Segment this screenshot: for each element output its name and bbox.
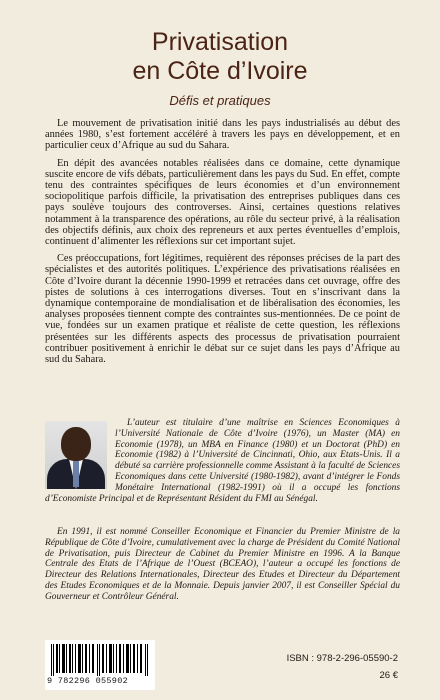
author-photo — [45, 421, 107, 489]
blurb-paragraph: Le mouvement de privatisation initié dans les pays industrialisés au début des années 1980, s’est fortement accéléré à travers les pays en développement, et en particulier ceux d’Afrique au sud du Sahara. — [45, 118, 400, 152]
title-line-1: Privatisation — [151, 28, 289, 56]
book-subtitle: Défis et pratiques — [169, 93, 271, 108]
price: 26 € — [379, 670, 398, 681]
barcode-bars — [51, 644, 149, 676]
blurb — [45, 118, 400, 371]
isbn: ISBN : 978-2-296-05590-2 — [286, 653, 398, 664]
author-bio: L’auteur est titulaire d’une maîtrise en Sciences Economiques à l’Université Nationale de Côte d’Ivoire (1976), un Master (MA) en Economie (1978), un MBA en Finance (1980) et un Doctorat (PhD) en Economie (1982) à l’Université de Cincinnati, Ohio, aux Etats-Unis. Il a débuté sa carrière professionnelle comme Assistant à la faculté de Sciences Economiques dans cette Université (1980-1982), avant d’intégrer le Fonds Monétaire International (1982-1991) où il a occupé les fonctions d’Economiste Principal et de Représentant Résident du FMI au Sénégal. — [45, 418, 400, 504]
barcode-digits: 9 782296 055902 — [47, 676, 129, 686]
book-title — [0, 28, 440, 86]
blurb-paragraph: Ces préoccupations, fort légitimes, requièrent des réponses précises de la part des spécialistes et des autorités politiques. L’expérience des privatisations réalisées en Côte d’Ivoire durant la décennie 1990-1999 et retracées dans cet ouvrage, offre des pistes de solutions à ces interrogations diverses. Tout en s’inscrivant dans la dynamique contemporaine de mondialisation et de libéralisation des économies, les analyses proposées tiennent compte des contraintes sus-mentionnées. De ce point de vue, fondées sur un examen pratique et réaliste de cette question, les réflexions présentées sur les différents aspects des processus de privatisation pourraient contribuer positivement à enrichir le débat sur ce sujet dans les pays d’Afrique au sud du Sahara. — [45, 253, 400, 366]
blurb-paragraph: En dépit des avancées notables réalisées dans ce domaine, cette dynamique suscite encore de vifs débats, particulièrement dans les pays du Sud. En effet, compte tenu des contraintes spécifiques de leurs économies et d’un environnement sociopolitique parfois difficile, la privatisation des entreprises publiques dans ces pays soulève toujours des controverses. Ainsi, certaines questions relatives notamment à la transparence des opérations, au rôle du secteur privé, à la réalisation des objectifs définis, aux choix des repreneurs et aux pertes éventuelles d’emplois, continuent d’alimenter les réflexions sur cet important sujet. — [45, 157, 400, 248]
barcode — [45, 640, 155, 690]
title-line-2: en Côte d’Ivoire — [132, 57, 308, 85]
author-section — [45, 418, 400, 504]
author-bio-continued: En 1991, il est nommé Conseiller Economique et Financier du Premier Ministre de la République de Côte d’Ivoire, cumulativement avec la charge de Président du Comité National de Privatisation, puis Directeur de Cabinet du Premier Ministre en 1996. A la Banque Centrale des Etats de l’Afrique de l’Ouest (BCEAO), l’auteur a occupé les fonctions de Directeur des Relations Internationales, Directeur des Etudes et Directeur du Département des Etudes Economiques et de la Monnaie. Depuis janvier 2007, il est Conseiller Spécial du Gouverneur et Contrôleur Général. — [45, 527, 400, 602]
